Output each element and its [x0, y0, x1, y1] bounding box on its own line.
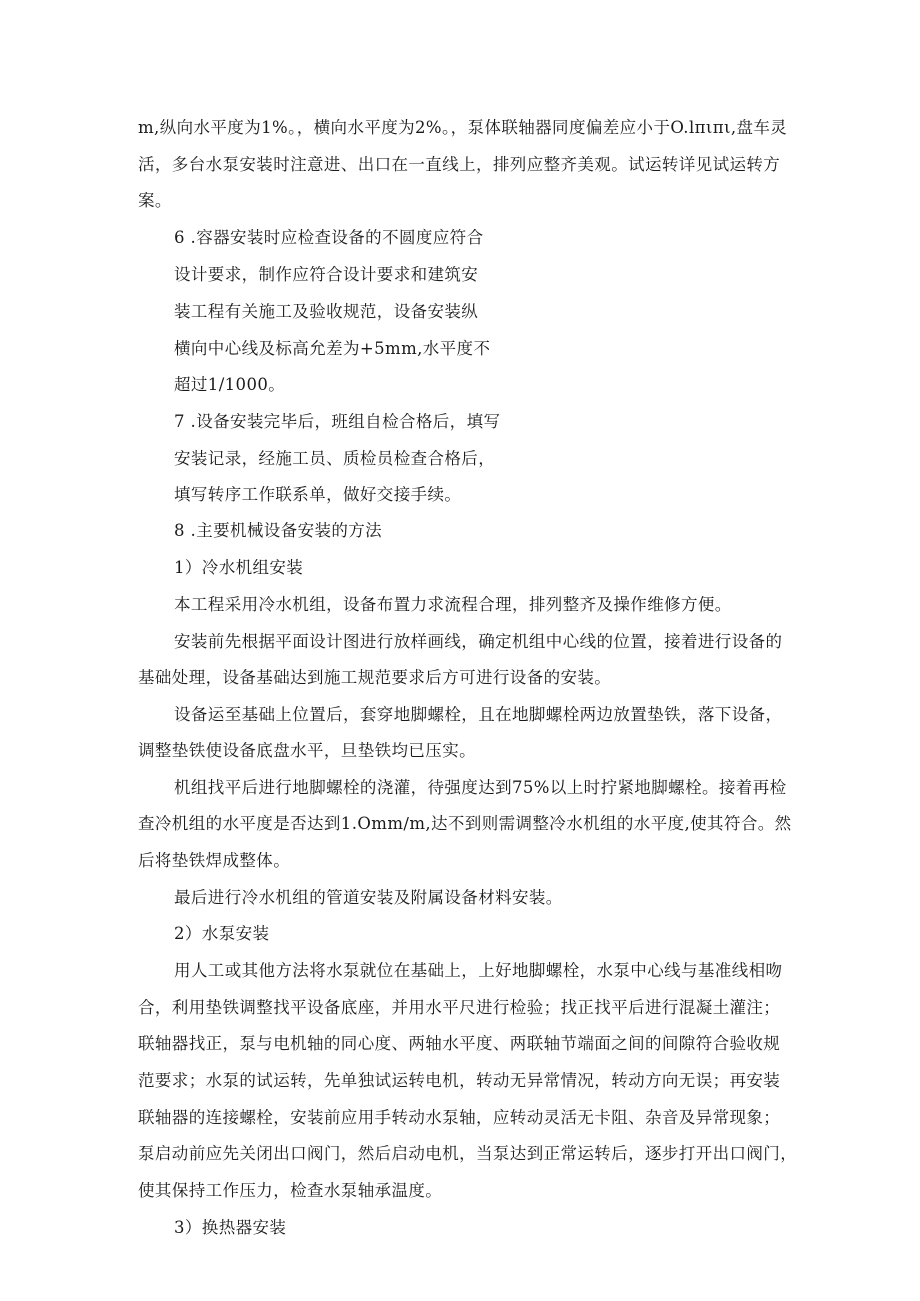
list-item-heading: 7 .设备安装完毕后，班组自检合格后，填写: [174, 412, 501, 431]
paragraph-line: 调整垫铁使设备底盘水平，旦垫铁均已压实。: [138, 741, 476, 760]
paragraph-line: 查冷机组的水平度是否达到1.Omm∕m,达不到则需调整冷水机组的水平度,使其符合。然: [138, 814, 792, 833]
paragraph-line: 设备运至基础上位置后，套穿地脚螺栓，且在地脚螺栓两边放置垫铁，落下设备，: [174, 705, 783, 724]
paragraph-line: 填写转序工作联系单，做好交接手续。: [174, 485, 462, 504]
paragraph-line: 合，利用垫铁调整找平设备底座，并用水平尺进行检验；找正找平后进行混凝土灌注；: [138, 998, 781, 1017]
section-heading: 8 .主要机械设备安装的方法: [174, 521, 383, 540]
paragraph-line: 本工程采用冷水机组，设备布置力求流程合理，排列整齐及操作维修方便。: [174, 595, 732, 614]
subsection-heading: 1）冷水机组安装: [174, 558, 304, 577]
paragraph-line: 联轴器找正，泵与电机轴的同心度、两轴水平度、两联轴节端面之间的间隙符合验收规: [138, 1034, 781, 1053]
paragraph-line: 使其保持工作压力，检查水泵轴承温度。: [138, 1181, 443, 1200]
list-item-heading: 6 .容器安装时应检查设备的不圆度应符合: [174, 228, 484, 247]
paragraph-line: 用人工或其他方法将水泵就位在基础上，上好地脚螺栓，水泵中心线与基准线相吻: [174, 961, 783, 980]
paragraph-line: 基础处理，设备基础达到施工规范要求后方可进行设备的安装。: [138, 668, 612, 687]
paragraph-line: 活，多台水泵安装时注意进、出口在一直线上，排列应整齐美观。试运转详见试运转方: [138, 155, 781, 174]
paragraph-line: 安装记录，经施工员、质检员检查合格后，: [174, 449, 496, 468]
paragraph-line: 泵启动前应先关闭出口阀门，然后启动电机，当泵达到正常运转后，逐步打开出口阀门，: [138, 1144, 798, 1163]
paragraph-line: 后将垫铁焊成整体。: [138, 851, 291, 870]
paragraph-line: 机组找平后进行地脚螺栓的浇灌，待强度达到75%以上时拧紧地脚螺栓。接着再检: [174, 778, 787, 797]
paragraph-line: 超过1/1000。: [174, 375, 286, 394]
paragraph-line: 范要求；水泵的试运转，先单独试运转电机，转动无异常情况，转动方向无误；再安装: [138, 1071, 781, 1090]
paragraph-line: 安装前先根据平面设计图进行放样画线，确定机组中心线的位置，接着进行设备的: [174, 632, 783, 651]
paragraph-line: m,纵向水平度为1%。，横向水平度为2%。，泵体联轴器同度偏差应小于O.lπιπι,盘车灵: [138, 118, 788, 137]
paragraph-line: 设计要求，制作应符合设计要求和建筑安: [174, 265, 479, 284]
paragraph-line: 横向中心线及标高允差为+5mm,水平度不: [174, 339, 491, 358]
subsection-heading: 3）换热器安装: [174, 1218, 287, 1237]
subsection-heading: 2）水泵安装: [174, 924, 270, 943]
paragraph-line: 最后进行冷水机组的管道安装及附属设备材料安装。: [174, 888, 563, 907]
paragraph-line: 联轴器的连接螺栓，安装前应用手转动水泵轴，应转动灵活无卡阻、杂音及异常现象；: [138, 1108, 781, 1127]
paragraph-line: 案。: [138, 191, 172, 210]
paragraph-line: 装工程有关施工及验收规范，设备安装纵: [174, 302, 479, 321]
